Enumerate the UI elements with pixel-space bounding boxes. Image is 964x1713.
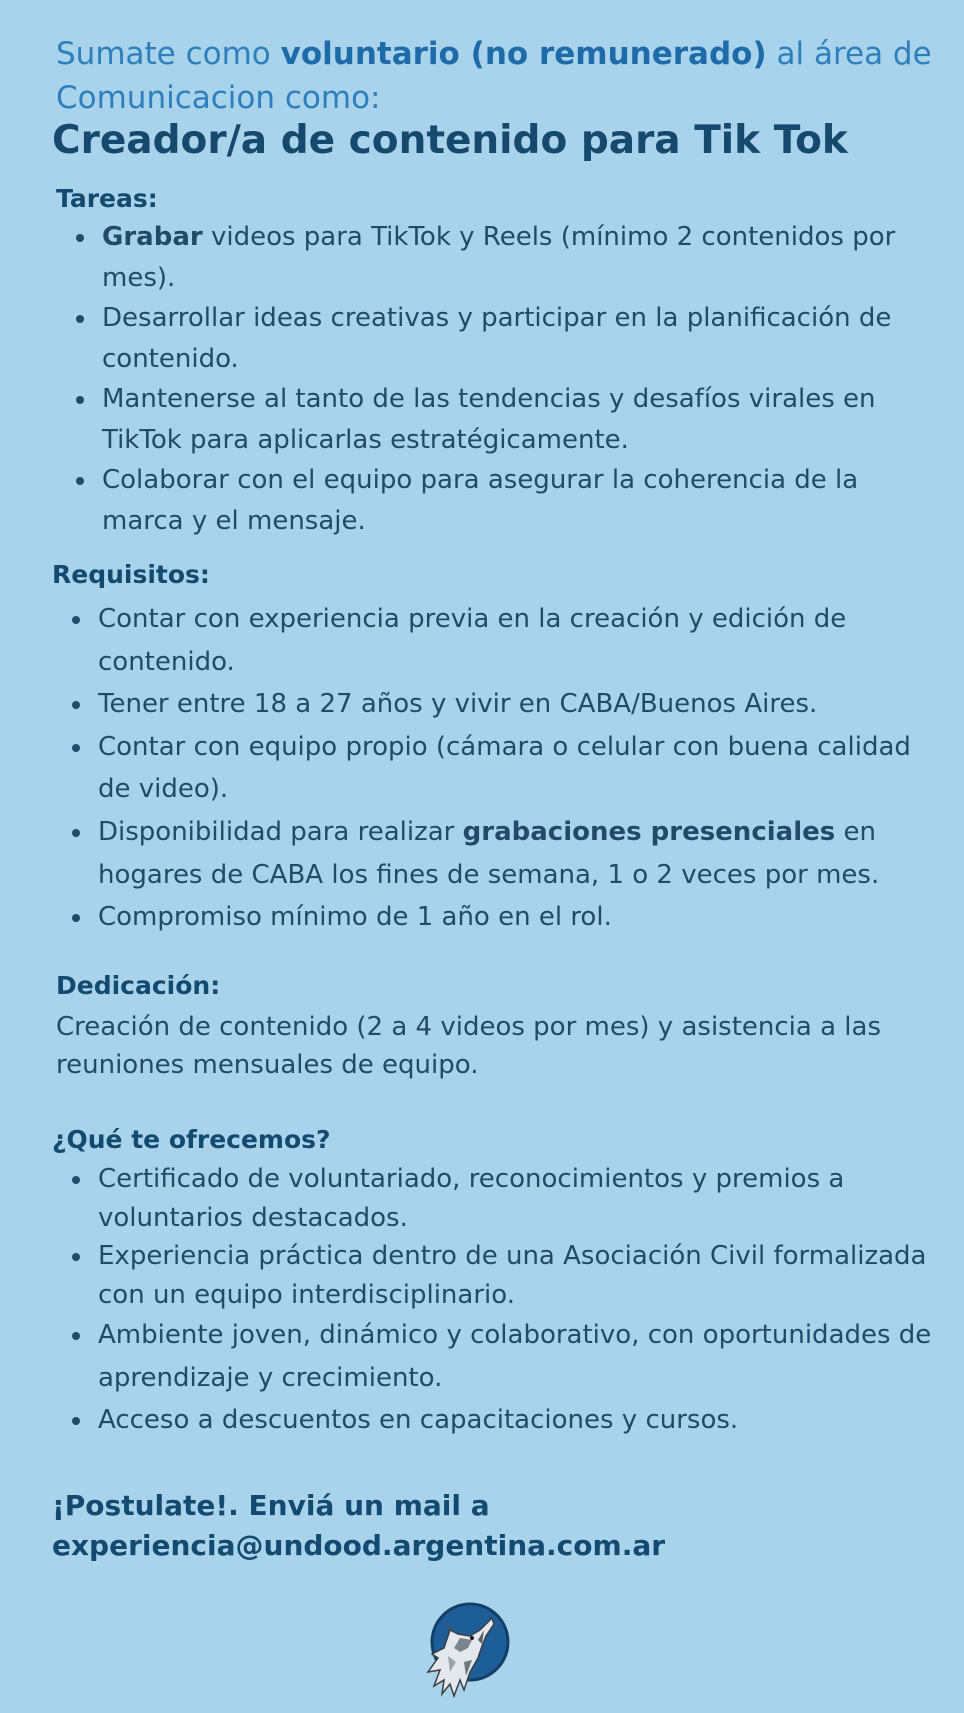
page-title: Creador/a de contenido para Tik Tok bbox=[52, 118, 848, 163]
requisitos-list bbox=[52, 598, 932, 939]
list-item bbox=[52, 1314, 932, 1399]
tareas-list bbox=[56, 217, 896, 541]
list-item bbox=[56, 298, 896, 379]
list-item bbox=[52, 1399, 932, 1442]
list-item bbox=[52, 1160, 932, 1237]
list-item bbox=[52, 683, 932, 726]
list-item bbox=[52, 1237, 932, 1314]
item-text: Tener entre 18 a 27 años y vivir en CABA/Buenos Aires. bbox=[98, 689, 818, 720]
item-bold: grabaciones presenciales bbox=[462, 816, 836, 847]
call-to-action bbox=[52, 1486, 932, 1566]
list-item bbox=[52, 598, 932, 683]
list-item bbox=[52, 726, 932, 811]
dedicacion-heading: Dedicación: bbox=[56, 971, 221, 1000]
ofrecemos-list bbox=[52, 1160, 932, 1442]
cta-line: ¡Postulate!. Enviá un mail a bbox=[52, 1489, 490, 1522]
item-bold: Grabar bbox=[102, 222, 203, 252]
intro-text bbox=[56, 32, 936, 120]
intro-suffix: al área de Comunicacion como: bbox=[56, 36, 932, 116]
item-text: Desarrollar ideas creativas y participar en la planificación de contenido. bbox=[102, 303, 892, 374]
item-text: Contar con equipo propio (cámara o celular con buena calidad de video). bbox=[98, 731, 911, 805]
intro-bold: voluntario (no remunerado) bbox=[280, 36, 767, 72]
item-text: Disponibilidad para realizar bbox=[98, 816, 463, 847]
item-text: Contar con experiencia previa en la creación y edición de contenido. bbox=[98, 604, 847, 677]
cta-email-link[interactable]: experiencia@undood.argentina.com.ar bbox=[52, 1529, 666, 1562]
intro-prefix: Sumate como bbox=[56, 36, 281, 72]
item-text: Mantenerse al tanto de las tendencias y desafíos virales en TikTok para aplicarlas estratégicamente. bbox=[102, 384, 876, 455]
item-text: videos para TikTok y Reels (mínimo 2 contenidos por mes). bbox=[102, 222, 896, 293]
item-text: Ambiente joven, dinámico y colaborativo, con oportunidades de aprendizaje y crecimiento. bbox=[98, 1320, 932, 1393]
list-item bbox=[52, 811, 932, 896]
list-item bbox=[56, 217, 896, 298]
item-text: Compromiso mínimo de 1 año en el rol. bbox=[98, 902, 612, 933]
item-text: Experiencia práctica dentro de una Asociación Civil formalizada con un equipo interdisciplinario. bbox=[98, 1241, 927, 1310]
requisitos-heading: Requisitos: bbox=[52, 560, 210, 589]
item-text: Acceso a descuentos en capacitaciones y cursos. bbox=[98, 1405, 739, 1436]
dedicacion-text: Creación de contenido (2 a 4 videos por mes) y asistencia a las reuniones mensuales de equipo. bbox=[56, 1012, 881, 1080]
list-item bbox=[56, 460, 896, 541]
ofrecemos-heading: ¿Qué te ofrecemos? bbox=[52, 1125, 331, 1154]
list-item bbox=[52, 896, 932, 939]
item-text: Certificado de voluntariado, reconocimientos y premios a voluntarios destacados. bbox=[98, 1164, 845, 1233]
wolf-howling-moon-icon bbox=[420, 1600, 512, 1700]
item-text: en hogares de CABA los fines de semana, 1 o 2 veces por mes. bbox=[98, 816, 880, 890]
list-item bbox=[56, 379, 896, 460]
item-text: Colaborar con el equipo para asegurar la coherencia de la marca y el mensaje. bbox=[102, 465, 859, 536]
tareas-heading: Tareas: bbox=[56, 184, 158, 213]
